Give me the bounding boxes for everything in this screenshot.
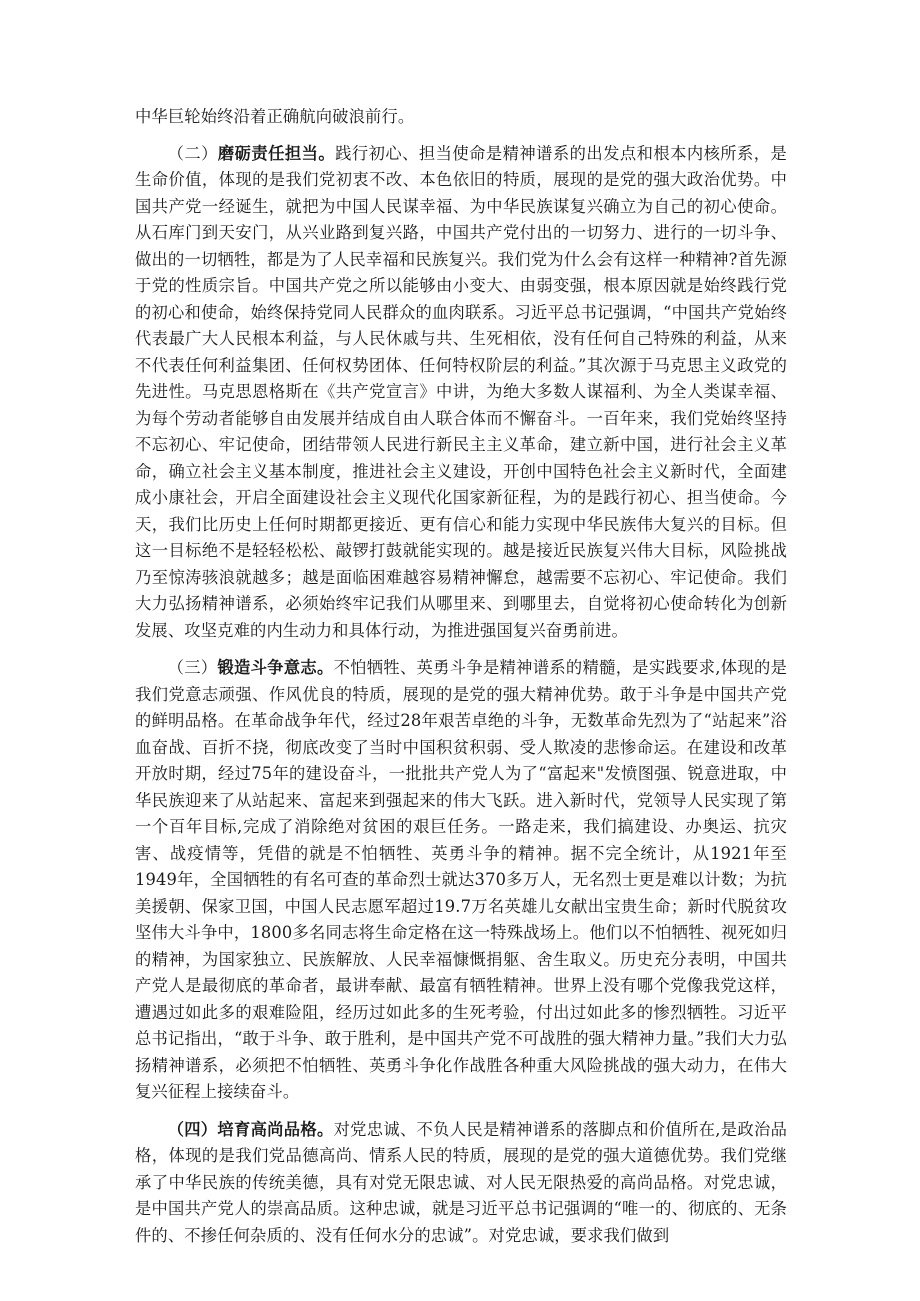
intro-text: 中华巨轮始终沿着正确航向破浪前行。 bbox=[135, 107, 415, 126]
intro-paragraph bbox=[135, 104, 787, 131]
section-2-paragraph bbox=[135, 141, 787, 645]
section-2-number: （二） bbox=[167, 143, 218, 163]
section-2-heading: 磨砺责任担当。 bbox=[217, 143, 336, 163]
section-3-body: 不怕牺牲、英勇斗争是精神谱系的精髓，是实践要求,体现的是我们党意志顽强、作风优良的特质，展现的是党的强大精神优势。敢于斗争是中国共产党的鲜明品格。在革命战争年代，经过28年艰苦卓绝的斗争，无数革命先烈为了“站起来”浴血奋战、百折不挠，彻底改变了当时中国积贫积弱、受人欺凌的悲惨命运。在建设和改革开放时期，经过75年的建设奋斗，一批批共产党人为了“富起来"发愤图强、锐意进取，中华民族迎来了从站起来、富起来到强起来的伟大飞跃。进入新时代，党领导人民实现了第一个百年目标,完成了消除绝对贫困的艰巨任务。一路走来，我们搞建设、办奥运、抗灾害、战疫情等，凭借的就是不怕牺牲、英勇斗争的精神。据不完全统计，从1921年至1949年，全国牺牲的有名可查的革命烈士就达370多万人，无名烈士更是难以计数；为抗美援朝、保家卫国，中国人民志愿军超过19.7万名英雄儿女献出宝贵生命；新时代脱贫攻坚伟大斗争中，1800多名同志将生命定格在这一特殊战场上。他们以不怕牺牲、视死如归的精神，为国家独立、民族解放、人民幸福慷慨捐躯、舍生取义。历史充分表明，中国共产党人是最彻底的革命者，最讲奉献、最富有牺牲精神。世界上没有哪个党像我党这样，遭遇过如此多的艰难险阻，经历过如此多的生死考验，付出过如此多的惨烈牺牲。习近平总书记指出，“敢于斗争、敢于胜利，是中国共产党不可战胜的强大精神力量。”我们大力弘扬精神谱系，必须把不怕牺牲、英勇斗争化作战胜各种重大风险挑战的强大动力，在伟大复兴征程上接续奋斗。 bbox=[135, 658, 787, 1101]
document-page bbox=[135, 104, 787, 1249]
section-4-number: （四） bbox=[167, 1119, 218, 1139]
section-2-body: 践行初心、担当使命是精神谱系的出发点和根本内核所系，是生命价值，体现的是我们党初衷不改、本色依旧的特质，展现的是党的强大政治优势。中国共产党一经诞生，就把为中国人民谋幸福、为中华民族谋复兴确立为自己的初心使命。从石库门到天安门，从兴业路到复兴路，中国共产党付出的一切努力、进行的一切斗争、做出的一切牺牲，都是为了人民幸福和民族复兴。我们党为什么会有这样一种精神?首先源于党的性质宗旨。中国共产党之所以能够由小变大、由弱变强，根本原因就是始终践行党的初心和使命，始终保持党同人民群众的血肉联系。习近平总书记强调，“中国共产党始终代表最广大人民根本利益，与人民休戚与共、生死相依，没有任何自己特殊的利益，从来不代表任何利益集团、任何权势团体、任何特权阶层的利益。”其次源于马克思主义政党的先进性。马克思恩格斯在《共产党宣言》中讲，为绝大多数人谋福利、为全人类谋幸福、为每个劳动者能够自由发展并结成自由人联合体而不懈奋斗。一百年来，我们党始终坚持不忘初心、牢记使命，团结带领人民进行新民主主义革命，建立新中国，进行社会主义革命，确立社会主义基本制度，推进社会主义建设，开创中国特色社会主义新时代，全面建成小康社会，开启全面建设社会主义现代化国家新征程，为的是践行初心、担当使命。今天，我们比历史上任何时期都更接近、更有信心和能力实现中华民族伟大复兴的目标。但这一目标绝不是轻轻松松、敲锣打鼓就能实现的。越是接近民族复兴伟大目标，风险挑战乃至惊涛骇浪就越多；越是面临困难越容易精神懈怠，越需要不忘初心、牢记使命。我们大力弘扬精神谱系，必须始终牢记我们从哪里来、到哪里去，自觉将初心使命转化为创新发展、攻坚克难的内生动力和具体行动，为推进强国复兴奋勇前进。 bbox=[135, 143, 787, 640]
section-3-paragraph bbox=[135, 655, 787, 1106]
section-3-number: （三） bbox=[167, 658, 218, 677]
section-4-paragraph bbox=[135, 1117, 787, 1250]
section-3-heading: 锻造斗争意志。 bbox=[217, 658, 334, 677]
section-4-body: 对党忠诚、不负人民是精神谱系的落脚点和价值所在,是政治品格，体现的是我们党品德高尚、情系人民的特质，展现的是党的强大道德优势。我们党继承了中华民族的传统美德，具有对党无限忠诚、对人民无限热爱的高尚品格。对党忠诚，是中国共产党人的崇高品质。这种忠诚，就是习近平总书记强调的“唯一的、彻底的、无条件的、不掺任何杂质的、没有任何水分的忠诚”。对党忠诚，要求我们做到 bbox=[135, 1119, 787, 1245]
section-4-heading: 培育高尚品格。 bbox=[217, 1119, 334, 1139]
